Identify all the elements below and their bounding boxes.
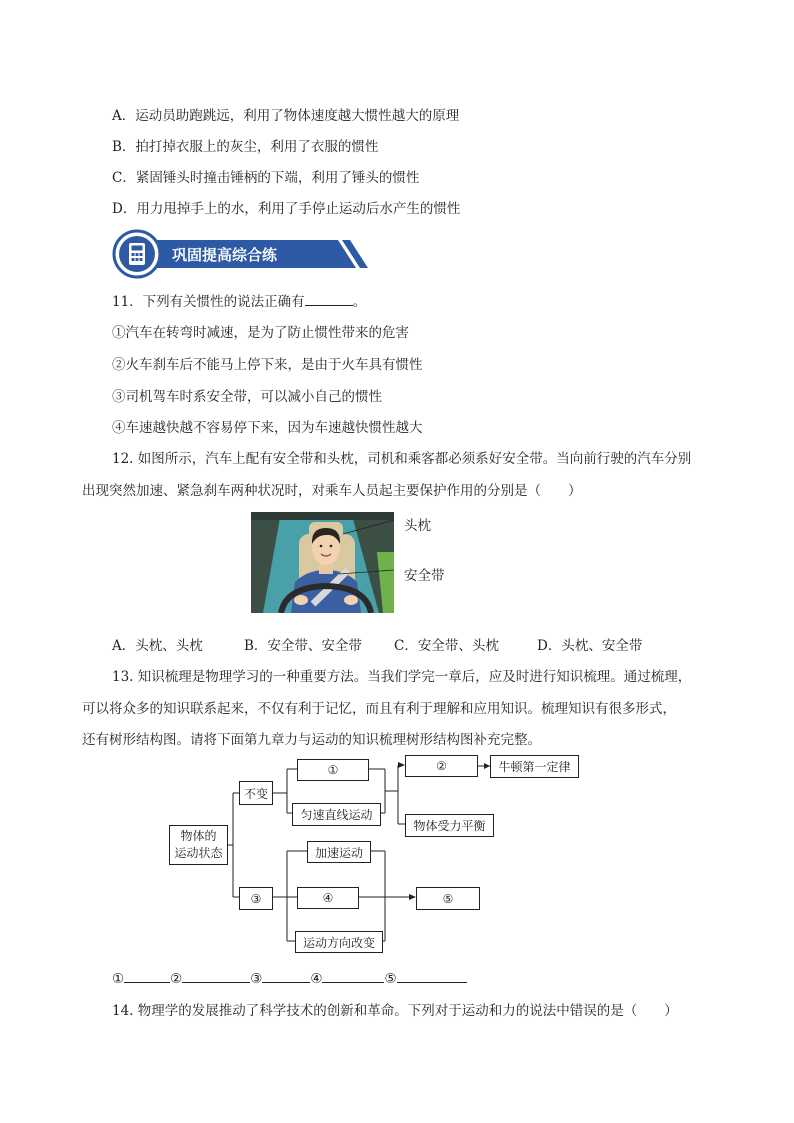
q12-option-b: B．安全带、安全带	[244, 638, 362, 654]
node-newton-first-law: 牛顿第一定律	[490, 755, 579, 778]
label-seatbelt: 安全带	[404, 568, 445, 584]
q11-item-2: ②火车刹车后不能马上停下来，是由于火车具有惯性	[112, 357, 423, 373]
q11-item-4: ④车速越快越不容易停下来，因为车速越快惯性越大	[112, 420, 423, 436]
q12-option-a: A．头枕、头枕	[112, 638, 203, 654]
node-unchanged: 不变	[239, 781, 273, 805]
q14-stem: 14. 物理学的发展推动了科学技术的创新和革命。下列对于运动和力的说法中错误的是（ ）	[112, 1003, 678, 1019]
node-blank-4: ④	[297, 887, 359, 909]
q12-stem-line2: 出现突然加速、紧急刹车两种状况时，对乘车人员起主要保护作用的分别是（ ）	[82, 483, 582, 499]
q13-line3: 还有树形结构图。请将下面第九章力与运动的知识梳理树形结构图补充完整。	[82, 732, 541, 748]
node-blank-1: ①	[297, 759, 369, 781]
q13-answer-line: ① ② ③ ④ ⑤	[112, 968, 467, 987]
q13-line1: 13. 知识梳理是物理学习的一种重要方法。当我们学完一章后，应及时进行知识梳理。通过梳理，	[112, 669, 692, 685]
q11-item-1: ①汽车在转弯时减速，是为了防止惯性带来的危害	[112, 325, 409, 341]
node-uniform-linear: 匀速直线运动	[292, 803, 381, 826]
q12-option-d: D．头枕、安全带	[537, 638, 643, 654]
q12-option-c: C．安全带、头枕	[394, 638, 499, 654]
node-accelerating: 加速运动	[307, 841, 371, 863]
section-banner-title: 巩固提高综合练	[172, 246, 278, 264]
node-blank-3: ③	[239, 887, 273, 910]
q11-stem: 11．下列有关惯性的说法正确有 。	[112, 290, 366, 310]
label-headrest: 头枕	[404, 518, 431, 534]
node-blank-5: ⑤	[416, 887, 480, 910]
node-motion-state: 物体的 运动状态	[169, 825, 228, 865]
q10-option-d: D．用力甩掉手上的水，利用了手停止运动后水产生的惯性	[112, 201, 461, 217]
node-blank-2: ②	[405, 755, 478, 777]
node-balanced-forces: 物体受力平衡	[405, 814, 494, 837]
q10-option-b: B．拍打掉衣服上的灰尘，利用了衣服的惯性	[112, 139, 379, 155]
q13-line2: 可以将众多的知识联系起来，不仅有利于记忆，而且有利于理解和应用知识。梳理知识有很多形式，	[82, 701, 676, 717]
q10-option-a: A．运动员助跑跳远，利用了物体速度越大惯性越大的原理	[112, 108, 460, 124]
node-direction-change: 运动方向改变	[295, 931, 383, 953]
q10-option-c: C．紧固锤头时撞击锤柄的下端，利用了锤头的惯性	[112, 170, 420, 186]
q12-stem-line1: 12. 如图所示，汽车上配有安全带和头枕，司机和乘客都必须系好安全带。当向前行驶的汽车分别	[112, 451, 692, 467]
q11-item-3: ③司机驾车时系安全带，可以减小自己的惯性	[112, 389, 382, 405]
